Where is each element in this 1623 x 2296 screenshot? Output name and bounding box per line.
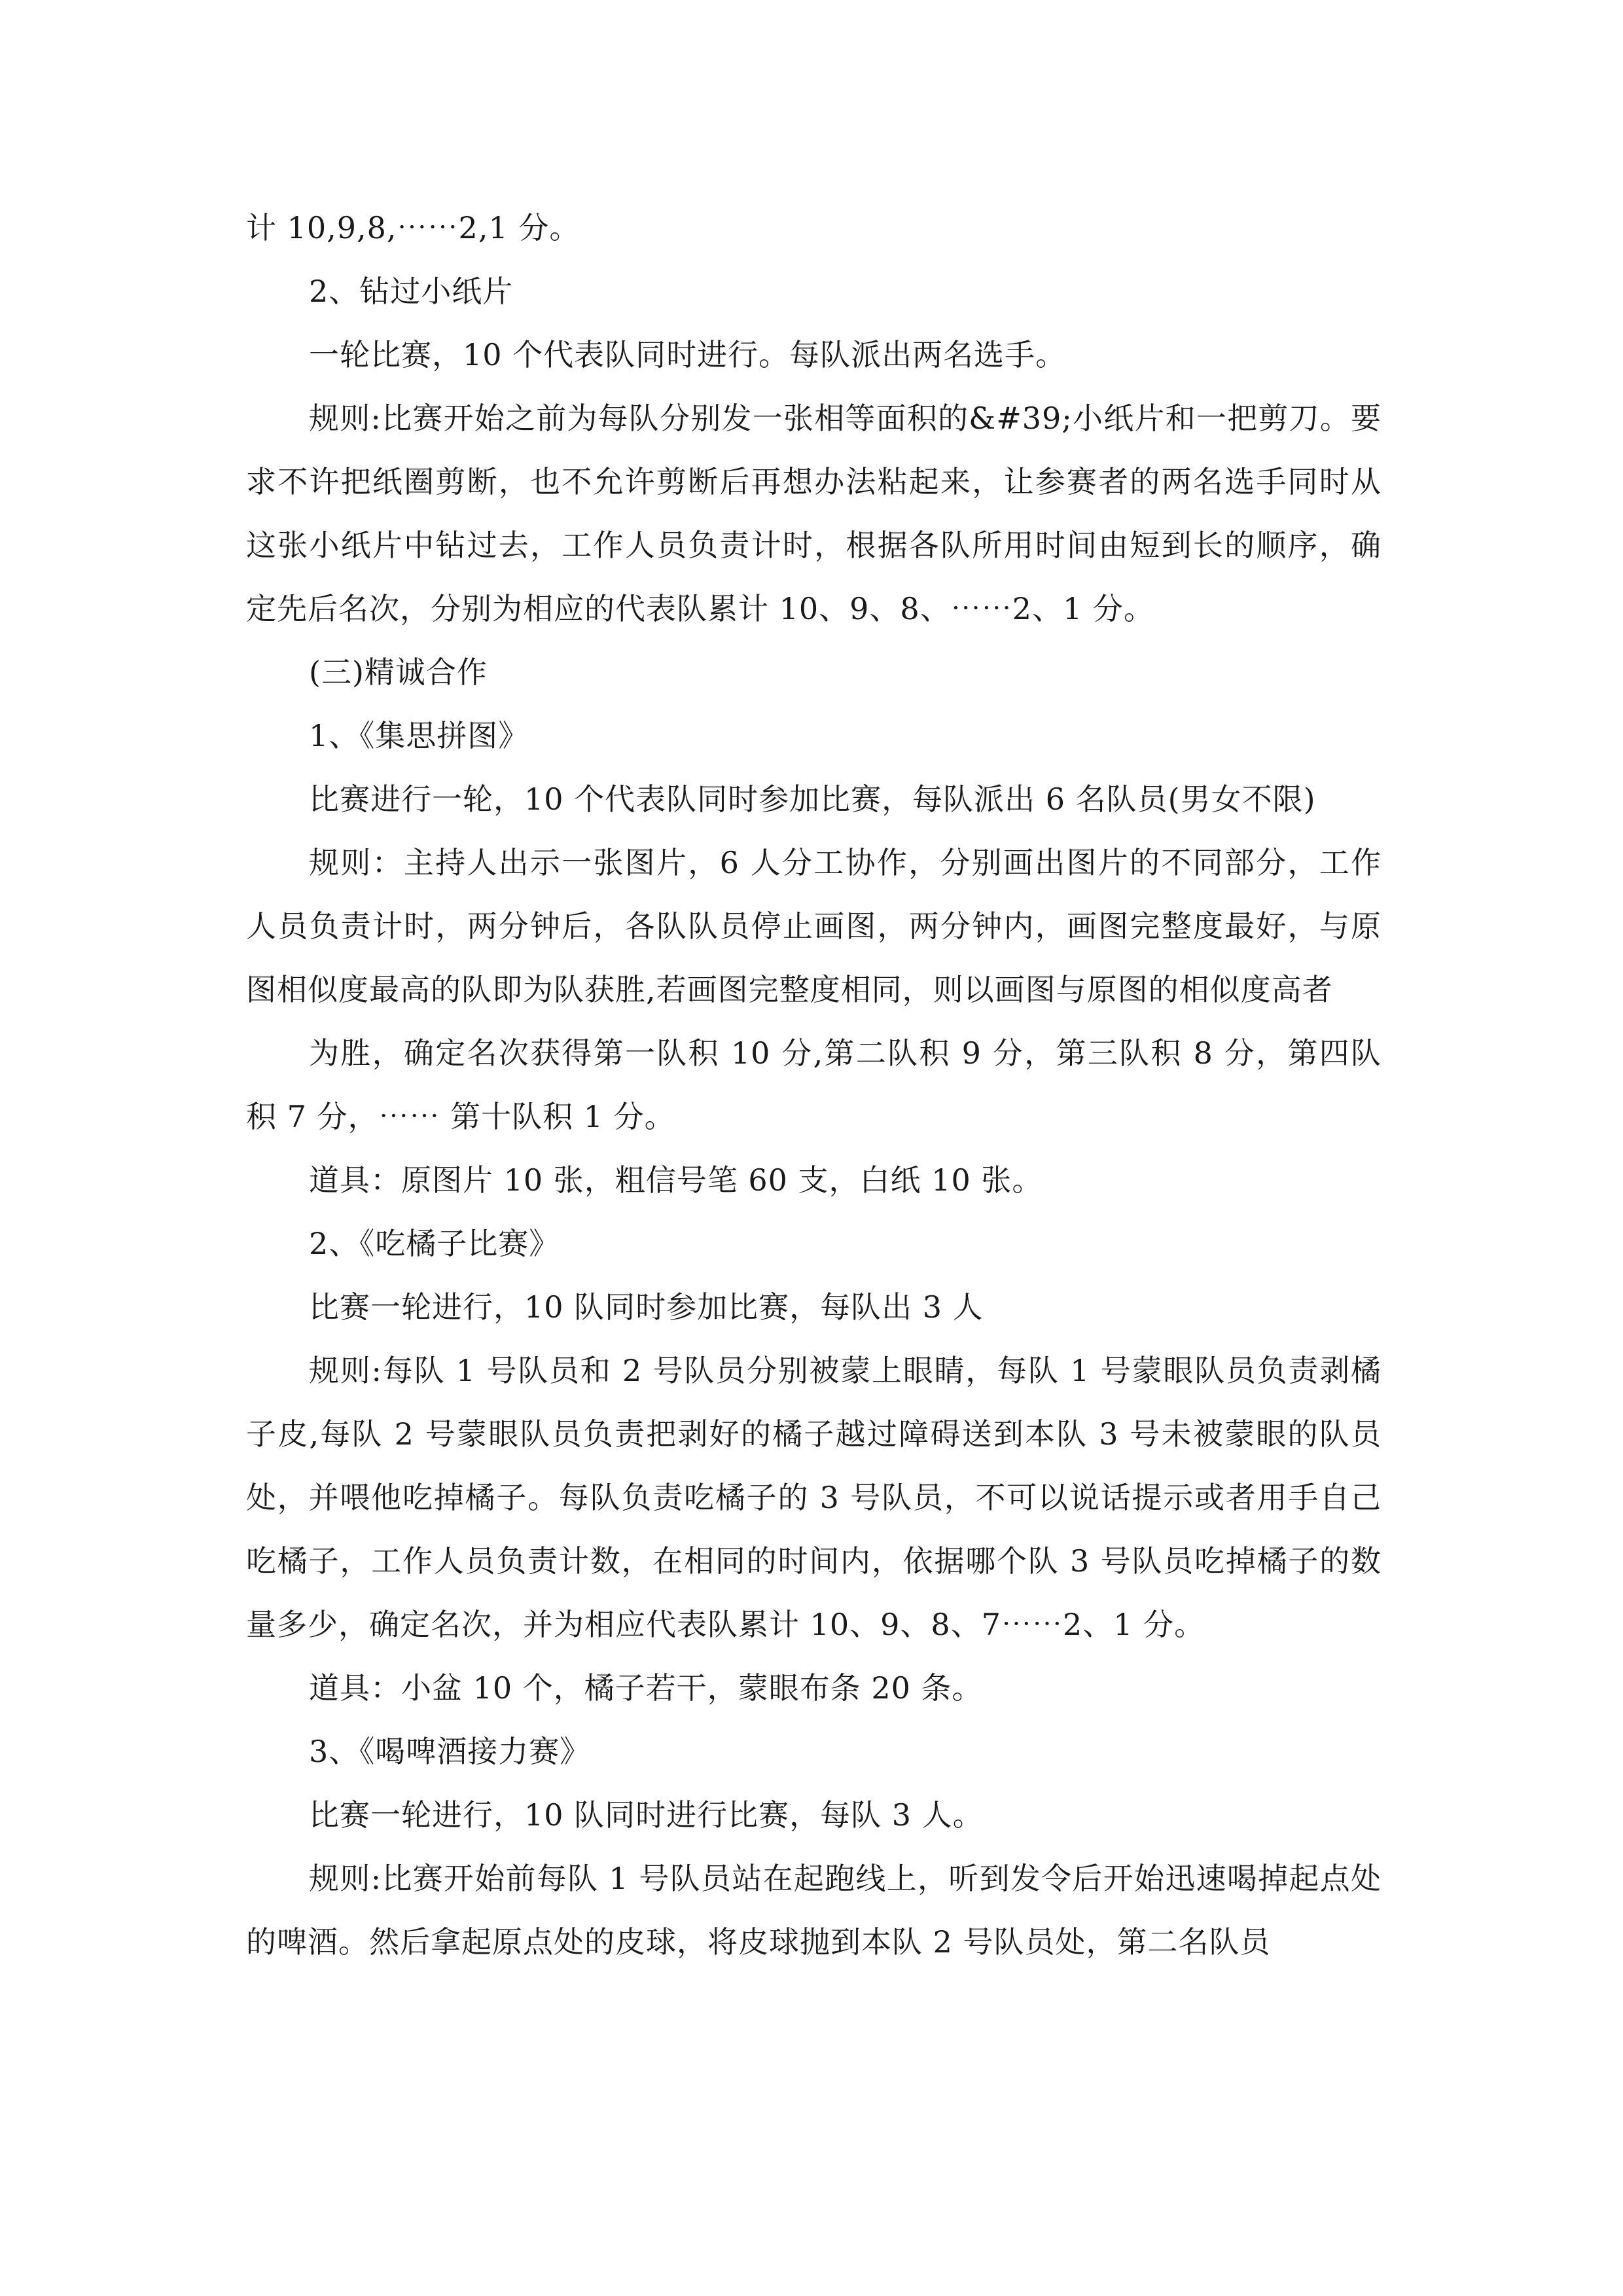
- paragraph: 规则:每队 1 号队员和 2 号队员分别被蒙上眼睛，每队 1 号蒙眼队员负责剥橘子皮,每队 2 号蒙眼队员负责把剥好的橘子越过障碍送到本队 3 号未被蒙眼的队员处，并喂他吃掉橘子。每队负责吃橘子的 3 号队员，不可以说话提示或者用手自己吃橘子，工作人员负责计数，在相同的时间内，依据哪个队 3 号队员吃掉橘子的数量多少，确定名次，并为相应代表队累计 10、9、8、7⋯⋯2、1 分。: [246, 1353, 1382, 1642]
- document-body: [246, 196, 1382, 1974]
- paragraph: 计 10,9,8,⋯⋯2,1 分。: [246, 210, 580, 245]
- paragraph: 为胜，确定名次获得第一队积 10 分,第二队积 9 分，第三队积 8 分，第四队积 7 分，⋯⋯ 第十队积 1 分。: [246, 1035, 1382, 1134]
- paragraph: 比赛一轮进行，10 队同时参加比赛，每队出 3 人: [309, 1289, 984, 1325]
- paragraph: 规则：主持人出示一张图片，6 人分工协作，分别画出图片的不同部分，工作人员负责计时，两分钟后，各队队员停止画图，两分钟内，画图完整度最好，与原图相似度最高的队即为队获胜,若画图完整度相同，则以画图与原图的相似度高者: [246, 845, 1382, 1007]
- section-heading: (三)精诚合作: [309, 655, 488, 690]
- paragraph: 规则:比赛开始之前为每队分别发一张相等面积的&#39;小纸片和一把剪刀。要求不许把纸圈剪断，也不允许剪断后再想办法粘起来，让参赛者的两名选手同时从这张小纸片中钻过去，工作人员负责计时，根据各队所用时间由短到长的顺序，确定先后名次，分别为相应的代表队累计 10、9、8、⋯⋯2、1 分。: [246, 401, 1382, 626]
- section-heading: 3、《喝啤酒接力赛》: [309, 1734, 591, 1769]
- paragraph: 规则:比赛开始前每队 1 号队员站在起跑线上，听到发令后开始迅速喝掉起点处的啤酒。然后拿起原点处的皮球，将皮球抛到本队 2 号队员处，第二名队员: [246, 1861, 1382, 1960]
- section-heading: 1、《集思拼图》: [309, 718, 529, 753]
- paragraph: 道具：原图片 10 张，粗信号笔 60 支，白纸 10 张。: [309, 1162, 1043, 1198]
- paragraph: 比赛进行一轮，10 个代表队同时参加比赛，每队派出 6 名队员(男女不限): [309, 781, 1316, 817]
- section-heading: 2、《吃橘子比赛》: [309, 1226, 560, 1261]
- section-heading: 2、钻过小纸片: [309, 274, 514, 309]
- paragraph: 道具：小盆 10 个，橘子若干，蒙眼布条 20 条。: [309, 1670, 983, 1706]
- paragraph: 比赛一轮进行，10 队同时进行比赛，每队 3 人。: [309, 1797, 984, 1833]
- paragraph: 一轮比赛，10 个代表队同时进行。每队派出两名选手。: [309, 337, 1067, 372]
